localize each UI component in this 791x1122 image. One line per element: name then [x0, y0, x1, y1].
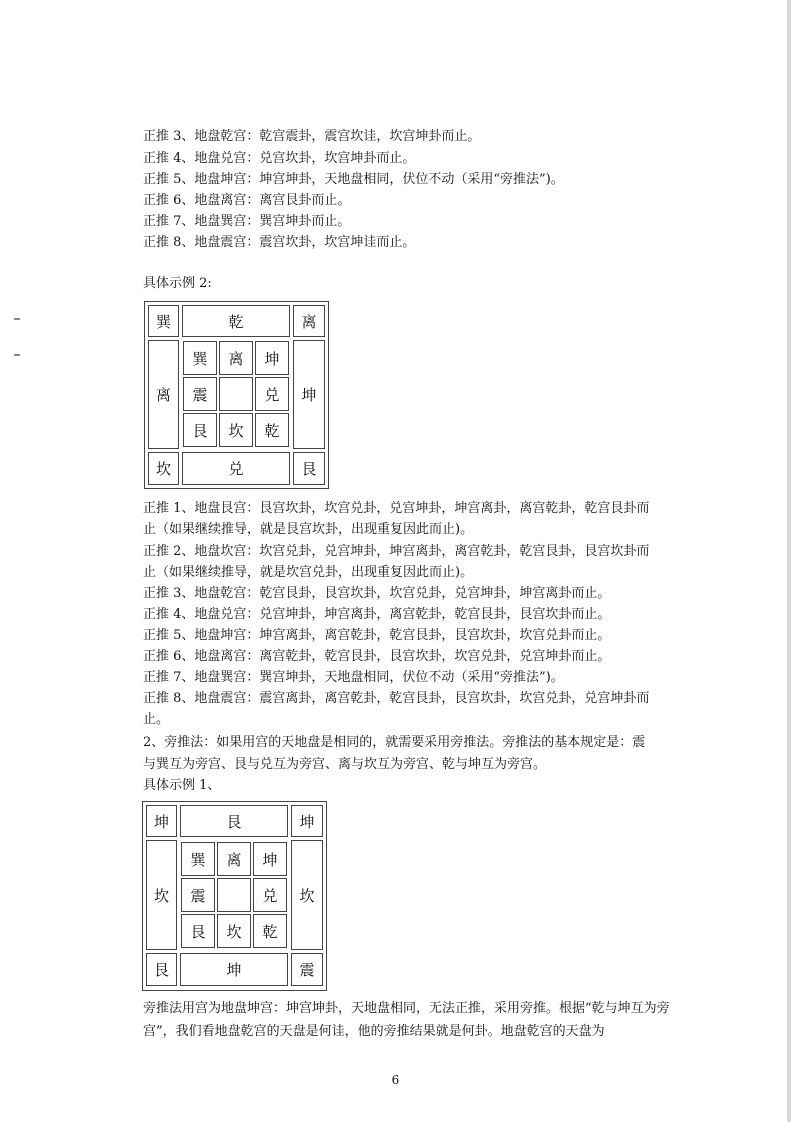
grid-inner-cell: 离 — [217, 842, 251, 876]
text-line: 止（如果继续推导，就是艮宫坎卦，出现重复因此而止)。 — [143, 522, 474, 537]
grid-cell-top: 艮 — [180, 805, 288, 837]
grid-inner-cell: 坎 — [219, 413, 253, 447]
text-line: 正推 1、地盘艮宫：艮宫坎卦，坎宫兑卦，兑宫坤卦，坤宫离卦，离宫乾卦，乾宫艮卦而 — [143, 501, 650, 516]
grid-inner-cell: 兑 — [253, 878, 287, 912]
text-line: 正推 3、地盘乾宫：乾宫震卦，震宫坎诖，坎宫坤卦而止。 — [143, 129, 481, 144]
margin-mark — [14, 318, 20, 320]
text-line: 2、旁推法：如果用宫的天地盘是相同的，就需要采用旁推法。旁推法的基本规定是：震 — [143, 735, 646, 750]
palace-grid-example-1 — [142, 801, 327, 991]
grid-inner-cell: 坤 — [253, 842, 287, 876]
grid-cell-bottom-right: 震 — [291, 953, 323, 986]
text-line: 正推 6、地盘离宫：离宫乾卦，乾宫艮卦，艮宫坎卦，坎宫兑卦，兑宫坤卦而止。 — [143, 649, 611, 664]
text-line: 止（如果继续推导，就是坎宫兑卦，出现重复因此而止)。 — [143, 565, 474, 580]
grid-inner-cell — [219, 377, 253, 411]
grid-inner-cell: 离 — [219, 341, 253, 375]
grid-cell-left: 坎 — [146, 840, 177, 950]
grid-inner-cell — [217, 878, 251, 912]
grid-cell-bottom-left: 坎 — [148, 452, 179, 485]
grid-inner-cell: 乾 — [253, 914, 287, 948]
grid-cell-right: 坤 — [293, 340, 325, 449]
page-number: 6 — [391, 1073, 400, 1087]
text-line: 正推 4、地盘兑宫：兑宫坎卦，坎宫坤卦而止。 — [143, 151, 416, 166]
grid-inner-cell: 艮 — [183, 413, 217, 447]
palace-grid-example-2 — [144, 301, 329, 489]
grid-cell-bottom-right: 艮 — [293, 452, 325, 485]
grid-cell-bottom-left: 艮 — [146, 953, 177, 986]
grid-cell-bottom: 兑 — [182, 452, 290, 485]
grid-inner-cell: 震 — [181, 878, 215, 912]
text-line: 正推 5、地盘坤宫：坤宫离卦，离宫乾卦，乾宫艮卦，艮宫坎卦，坎宫兑卦而止。 — [143, 628, 611, 643]
text-line: 正推 7、地盘巽宫：巽宫坤卦，天地盘相同，伏位不动（采用“旁推法”)。 — [143, 670, 564, 685]
grid-cell-top-right: 坤 — [291, 805, 323, 837]
grid-cell-top-right: 离 — [293, 305, 325, 337]
grid-cell-left: 离 — [148, 340, 179, 449]
grid-cell-right: 坎 — [291, 840, 323, 950]
text-line: 正推 3、地盘乾宫：乾宫艮卦，艮宫坎卦，坎宫兑卦，兑宫坤卦，坤宫离卦而止。 — [143, 586, 611, 601]
text-line: 正推 8、地盘震宫：震宫坎卦，坎宫坤诖而止。 — [143, 235, 416, 250]
text-line: 正推 5、地盘坤宫：坤宫坤卦，天地盘相同，伏位不动（采用“旁推法”)。 — [143, 172, 564, 187]
page-edge — [787, 0, 791, 1122]
body-paragraph: 旁推法用宫为地盘坤宫：坤宫坤卦，天地盘相同，无法正推，采用旁推。根据“乾与坤互为旁宫”，我们看地盘乾宫的天盘是何诖，他的旁推结果就是何卦。地盘乾宫的天盘为 — [143, 1001, 670, 1039]
text-line: 正推 8、地盘震宫：震宫离卦，离宫乾卦，乾宫艮卦，艮宫坎卦，坎宫兑卦，兑宫坤卦而 — [143, 691, 650, 706]
text-line: 与巽互为旁宫、艮与兑互为旁宫、离与坎互为旁宫、乾与坤互为旁宫。 — [143, 757, 547, 772]
grid-inner-cell: 震 — [183, 377, 217, 411]
grid-inner-cell: 艮 — [181, 914, 215, 948]
grid-inner-cell: 兑 — [255, 377, 289, 411]
example-heading: 具体示例 1、 — [143, 778, 221, 793]
grid-cell-bottom: 坤 — [180, 953, 288, 986]
grid-inner-cell: 乾 — [255, 413, 289, 447]
text-line: 正推 2、地盘坎宫：坎宫兑卦，兑宫坤卦，坤宫离卦，离宫乾卦，乾宫艮卦，艮宫坎卦而 — [143, 544, 650, 559]
grid-inner-cell: 坎 — [217, 914, 251, 948]
text-line: 正推 6、地盘离宫：离宫艮卦而止。 — [143, 193, 351, 208]
example-heading: 具体示例 2: — [143, 276, 212, 291]
grid-inner-cell: 巽 — [183, 341, 217, 375]
grid-cell-top: 乾 — [182, 305, 290, 337]
grid-inner-cell: 坤 — [255, 341, 289, 375]
grid-cell-top-left: 巽 — [148, 305, 179, 337]
text-line: 正推 7、地盘巽宫：巽宫坤卦而止。 — [143, 214, 351, 229]
text-line: 止。 — [143, 712, 170, 727]
text-line: 正推 4、地盘兑宫：兑宫坤卦，坤宫离卦，离宫乾卦，乾宫艮卦，艮宫坎卦而止。 — [143, 607, 611, 622]
grid-cell-top-left: 坤 — [146, 805, 177, 837]
margin-mark — [14, 354, 20, 356]
grid-inner-cell: 巽 — [181, 842, 215, 876]
